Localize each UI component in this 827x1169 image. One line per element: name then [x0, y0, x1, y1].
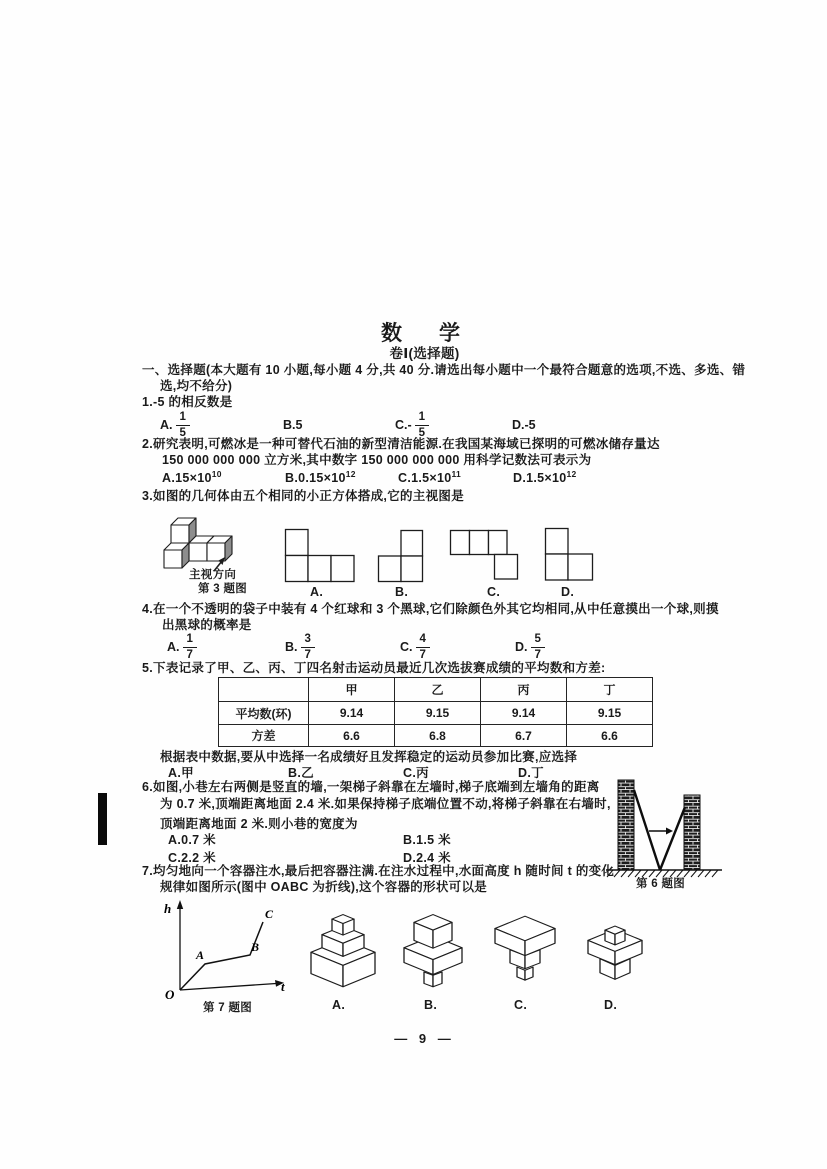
table-header-cell: 甲	[309, 678, 395, 702]
option-label: C.	[400, 640, 413, 654]
q6-option-c: C.2.2 米	[168, 851, 216, 865]
q5-option-b: B.乙	[288, 766, 314, 780]
fraction-denominator: 7	[534, 648, 541, 661]
q3-option-b-label: B.	[395, 585, 409, 599]
q5-option-a: A.甲	[168, 766, 194, 780]
fraction-denominator: 5	[418, 426, 426, 439]
fraction-numerator: 1	[415, 411, 429, 426]
q2-option-c	[398, 469, 461, 487]
table-row-label: 平均数(环)	[219, 702, 309, 725]
alley-ladder-figure	[605, 773, 725, 885]
q6-stem-line3: 顶端距离地面 2 米.则小巷的宽度为	[160, 817, 358, 831]
fraction-numerator: 5	[531, 633, 545, 648]
option-label: B.5	[283, 418, 303, 432]
table-header-cell: 乙	[395, 678, 481, 702]
front-view-option-a-shape	[284, 528, 356, 584]
option-label: D.-5	[512, 418, 536, 432]
q7-option-a-label: A.	[332, 998, 346, 1012]
q3-figure-caption: 第 3 题图	[198, 583, 248, 595]
point-c-label: C	[265, 907, 274, 921]
right-wall	[684, 795, 700, 870]
table-cell: 6.8	[395, 725, 481, 747]
fraction-numerator: 4	[416, 633, 430, 648]
view-direction-label: 主视方向	[189, 569, 237, 581]
table-row	[219, 702, 653, 725]
cube-solid-figure	[158, 502, 238, 572]
q6-stem-line2: 为 0.7 米,顶端距离地面 2.4 米.如果保持梯子底端位置不动,将梯子斜靠在右墙时,	[160, 797, 611, 811]
q1-option-b	[283, 410, 302, 440]
fraction	[531, 633, 545, 661]
fraction	[301, 633, 315, 661]
option-label: A.	[167, 640, 180, 654]
q2-stem-line2: 150 000 000 000 立方米,其中数字 150 000 000 000 用科学记数法可表示为	[162, 453, 592, 467]
q3-stem: 3.如图的几何体由五个相同的小正方体搭成,它的主视图是	[142, 489, 464, 503]
table-cell: 9.14	[309, 702, 395, 725]
q7-option-c-label: C.	[514, 998, 528, 1012]
q6-stem-line1: 6.如图,小巷左右两侧是竖直的墙,一架梯子斜靠在左墙时,梯子底端到左墙角的距离	[142, 780, 600, 794]
move-right-arrow-icon	[649, 828, 673, 835]
ground-hatching	[607, 870, 718, 877]
q3-option-a-label: A.	[310, 585, 324, 599]
y-axis-arrow-icon	[177, 900, 183, 909]
ladder-right-position	[660, 807, 685, 870]
fraction-denominator: 7	[304, 648, 311, 661]
q6-figure-caption: 第 6 题图	[636, 878, 686, 890]
option-label: B.0.15×10	[285, 471, 346, 486]
table-cell: 6.7	[481, 725, 567, 747]
container-option-b	[394, 908, 472, 990]
page-number: — 9 —	[394, 1031, 455, 1046]
table-cell: 6.6	[567, 725, 653, 747]
page-subtitle: 卷Ⅰ(选择题)	[389, 346, 460, 361]
q5-stem: 5.下表记录了甲、乙、丙、丁四名射击运动员最近几次选拔赛成绩的平均数和方差:	[142, 661, 606, 675]
q5-followup: 根据表中数据,要从中选择一名成绩好且发挥稳定的运动员参加比赛,应选择	[160, 750, 578, 764]
q2-option-a	[162, 469, 222, 487]
q7-stem-line1: 7.均匀地向一个容器注水,最后把容器注满.在注水过程中,水面高度 h 随时间 t 的变化	[142, 864, 615, 878]
q4-stem-line1: 4.在一个不透明的袋子中装有 4 个红球和 3 个黑球,它们除颜色外其它均相同,从中任意摸出一个球,则摸	[142, 602, 719, 616]
option-label: C.1.5×10	[398, 471, 452, 486]
q2-option-d	[513, 469, 577, 487]
q1-option-c	[395, 410, 429, 440]
q7-option-b-label: B.	[424, 998, 438, 1012]
q3-option-d-label: D.	[561, 585, 575, 599]
fraction	[416, 633, 430, 661]
fraction-denominator: 5	[179, 426, 186, 439]
fraction-denominator: 7	[186, 648, 193, 661]
table-header-cell: 丁	[567, 678, 653, 702]
option-label: B.	[285, 640, 298, 654]
left-wall	[618, 780, 634, 870]
fraction-numerator: 1	[183, 633, 197, 648]
origin-label: O	[165, 987, 175, 1002]
q6-option-d: D.2.4 米	[403, 851, 451, 865]
table-row	[219, 725, 653, 747]
q3-option-c-label: C.	[487, 585, 501, 599]
oabc-polyline	[180, 922, 263, 990]
exponent: 11	[451, 469, 462, 479]
q2-option-b	[285, 469, 356, 487]
q4-option-d	[515, 632, 545, 662]
q5-option-c: C.丙	[403, 766, 429, 780]
section-header-line1: 一、选择题(本大题有 10 小题,每小题 4 分,共 40 分.请选出每小题中一个最符合题意的选项,不选、多选、错	[142, 363, 746, 377]
q6-option-b: B.1.5 米	[403, 833, 451, 847]
container-option-d	[576, 908, 654, 990]
container-option-a	[304, 908, 382, 990]
fraction	[183, 633, 197, 661]
point-b-label: B	[251, 940, 260, 954]
q1-option-a	[160, 410, 190, 440]
table-row-label: 方差	[219, 725, 309, 747]
container-option-c	[486, 908, 564, 990]
table-header-cell: 丙	[481, 678, 567, 702]
fraction	[415, 411, 429, 439]
scan-artifact-bar	[98, 793, 107, 845]
t-axis-label: t	[281, 979, 285, 994]
q5-option-d: D.丁	[518, 766, 544, 780]
q7-stem-line2: 规律如图所示(图中 OABC 为折线),这个容器的形状可以是	[160, 880, 488, 894]
front-view-option-b-shape	[377, 529, 424, 583]
ladder-left-position	[634, 790, 660, 870]
fraction-numerator: 3	[301, 633, 315, 648]
q2-stem-line1: 2.研究表明,可燃冰是一种可替代石油的新型清洁能源.在我国某海域已探明的可燃冰储存量达	[142, 437, 660, 451]
table-header-row	[219, 678, 653, 702]
exponent: 12	[345, 469, 356, 479]
table-cell: 6.6	[309, 725, 395, 747]
table-cell: 9.14	[481, 702, 567, 725]
page-title: 数 学	[381, 322, 468, 345]
q1-option-d	[512, 410, 536, 440]
option-label: D.	[515, 640, 528, 654]
option-label: D.1.5×10	[513, 471, 567, 486]
exponent: 10	[211, 469, 222, 479]
front-view-option-c-shape	[449, 529, 520, 581]
q4-option-c	[400, 632, 430, 662]
front-view-option-d-shape	[544, 527, 594, 582]
q4-option-b	[285, 632, 315, 662]
table-cell: 9.15	[567, 702, 653, 725]
section-header-line2: 选,均不给分)	[160, 379, 233, 393]
fraction	[176, 411, 190, 439]
q1-stem: 1.-5 的相反数是	[142, 395, 233, 409]
q4-stem-line2: 出黑球的概率是	[162, 618, 252, 632]
table-header-cell	[219, 678, 309, 702]
fraction-numerator: 1	[176, 411, 190, 426]
exponent: 12	[566, 469, 577, 479]
point-a-label: A	[196, 948, 205, 962]
q7-option-d-label: D.	[604, 998, 618, 1012]
fraction-denominator: 7	[419, 648, 426, 661]
h-axis-label: h	[164, 901, 172, 916]
option-label: C.-	[395, 418, 412, 432]
option-label: A.	[160, 418, 173, 432]
q4-option-a	[167, 632, 197, 662]
table-cell: 9.15	[395, 702, 481, 725]
water-height-graph	[160, 896, 295, 1008]
option-label: A.15×10	[162, 471, 212, 486]
q7-figure-caption: 第 7 题图	[203, 1002, 253, 1014]
score-table	[218, 677, 653, 747]
graph-axes	[180, 906, 276, 990]
q6-option-a: A.0.7 米	[168, 833, 216, 847]
